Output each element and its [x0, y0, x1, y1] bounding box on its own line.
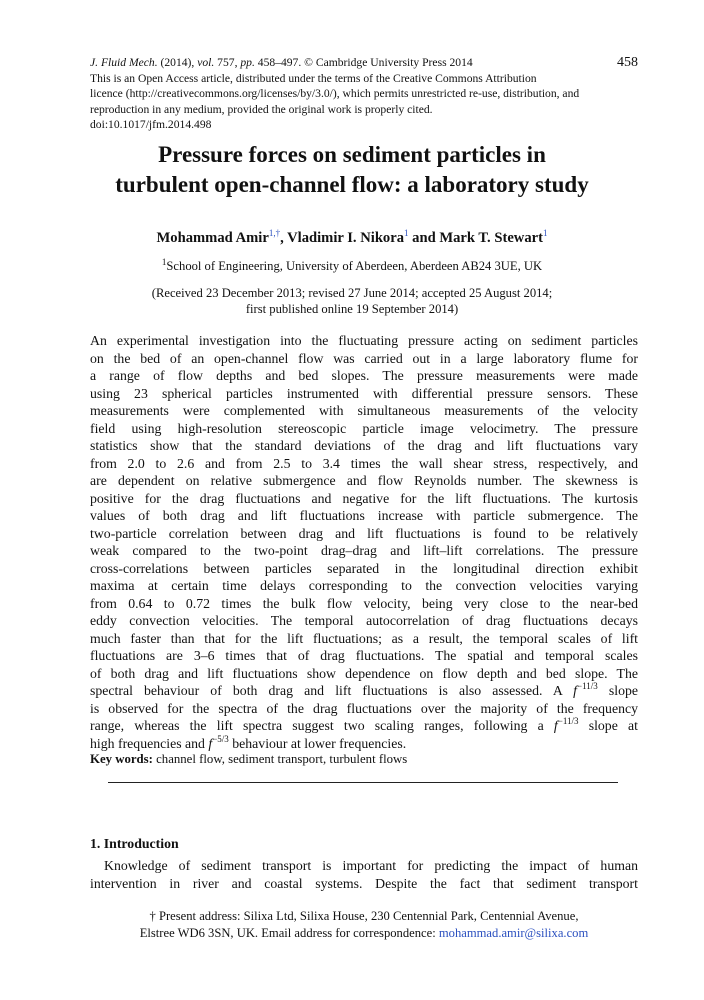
- abstract-line: from 0.64 to 0.72 times the bulk flow velocity, being very close to the near-bed: [90, 595, 638, 611]
- affiliation-marker-link[interactable]: 1: [404, 228, 409, 238]
- body-line: Knowledge of sediment transport is important for predicting the impact of human: [104, 858, 638, 873]
- abstract-line: much faster than that for the lift fluctuations; as a result, the temporal scales of lift: [90, 630, 638, 646]
- abstract-line: values of both drag and lift fluctuations increase with particle submergence. The: [90, 508, 638, 523]
- publication-dates: (Received 23 December 2013; revised 27 June 2014; accepted 25 August 2014; first published online 19 September 2014): [151, 286, 553, 316]
- page-number: 458: [617, 55, 638, 70]
- affiliation-marker-link[interactable]: 1: [542, 228, 548, 238]
- body-line: intervention in river and coastal systems. Despite the fact that sediment transport: [90, 875, 638, 891]
- abstract-line: cross-correlations between particles separated in the longitudinal direction exhibit: [90, 560, 638, 576]
- keywords: [90, 752, 638, 767]
- title-line: turbulent open-channel flow: a laboratory study: [115, 172, 589, 197]
- section-divider: [108, 782, 618, 783]
- author-name: Mohammad Amir: [156, 230, 269, 246]
- footnote: † Present address: Silixa Ltd, Silixa House, 230 Centennial Park, Centennial Avenue, Elstree WD6 3SN, UK. Email address for correspondence: mohammad.amir@silixa.com: [139, 909, 589, 940]
- introduction-text: [90, 857, 638, 892]
- abstract-line: of both drag and lift fluctuations show dependence on flow depth and bed slope. The: [90, 665, 638, 681]
- keywords-label: Key words:: [90, 752, 153, 766]
- abstract-line: statistics show that the standard deviations of the drag and lift fluctuations vary: [90, 438, 638, 453]
- author-name: Vladimir I. Nikora: [287, 230, 405, 246]
- abstract-line: An experimental investigation into the fluctuating pressure acting on sediment particles: [90, 333, 638, 348]
- abstract-line: maxima at certain time delays corresponding to the convection velocities varying: [90, 578, 638, 593]
- keywords-list: channel flow, sediment transport, turbulent flows: [152, 752, 408, 766]
- abstract-line: high frequencies and $f^{-5/3}$ behaviour at lower frequencies.: [90, 733, 407, 751]
- abstract-line: using 23 spherical particles instrumented with differential pressure sensors. These: [90, 385, 638, 401]
- abstract-line: measurements were complemented with simultaneous measurements of the velocity: [90, 403, 638, 418]
- abstract-line: two-particle correlation between drag and lift fluctuations is found to be relatively: [90, 525, 638, 541]
- section-heading: 1. Introduction: [90, 836, 179, 851]
- license-line: licence (http://creativecommons.org/licenses/by/3.0/), which permits unrestricted re-use, distribution, and: [90, 87, 580, 100]
- affiliation: $^1$School of Engineering, University of Aberdeen, Aberdeen AB24 3UE, UK: [161, 257, 543, 273]
- journal-header: [90, 55, 610, 133]
- abstract-line: are dependent on relative submergence and flow Reynolds number. The skewness is: [90, 473, 638, 488]
- license-line: reproduction in any medium, provided the original work is properly cited.: [90, 102, 433, 116]
- abstract-line: a range of flow depths and bed slopes. The pressure measurements were made: [90, 368, 638, 383]
- abstract-line: from 2.0 to 2.6 and from 2.5 to 3.4 times the wall shear stress, respectively, and: [90, 455, 638, 471]
- abstract-line: is observed for the spectra of the drag fluctuations over the majority of the frequency: [90, 700, 638, 716]
- abstract-line: field using high-resolution stereoscopic particle image velocimetry. The pressure: [90, 420, 638, 436]
- license-line: This is an Open Access article, distributed under the terms of the Creative Commons Attribution: [90, 71, 537, 85]
- paper-title: [70, 140, 634, 200]
- abstract-line: on the bed of an open-channel flow was carried out in a large laboratory flume for: [90, 350, 638, 366]
- abstract-line: range, whereas the lift spectra suggest two scaling ranges, following a $f^{-11/3}$ slope at: [90, 716, 638, 733]
- abstract-line: fluctuations are 3–6 times that of drag fluctuations. The spatial and temporal scales: [90, 648, 638, 663]
- abstract-line: weak compared to the two-point drag–drag and lift–lift correlations. The pressure: [90, 543, 638, 558]
- email-link[interactable]: mohammad.amir@silixa.com: [438, 925, 589, 940]
- doi: doi:10.1017/jfm.2014.498: [90, 118, 212, 131]
- affiliation-marker-link[interactable]: 1,†: [268, 228, 281, 238]
- title-line: Pressure forces on sediment particles in: [158, 142, 546, 167]
- abstract-line: positive for the drag fluctuations and negative for the lift fluctuations. The kurtosis: [90, 490, 638, 506]
- abstract-line: spectral behaviour of both drag and lift fluctuations is also assessed. A $f^{-11/3}$ slope: [90, 681, 639, 698]
- citation-line: J. Fluid Mech. (2014), vol. 757, pp. 458–497. © Cambridge University Press 2014: [90, 56, 473, 69]
- author-name: Mark T. Stewart: [439, 230, 543, 246]
- author-list: Mohammad Amir$^{1,\dagger}$, Vladimir I. Nikora$^1$ and Mark T. Stewart$^1$: [156, 228, 548, 246]
- abstract-line: eddy convection velocities. The temporal autocorrelation of drag fluctuations decays: [90, 613, 638, 628]
- abstract: [90, 332, 638, 752]
